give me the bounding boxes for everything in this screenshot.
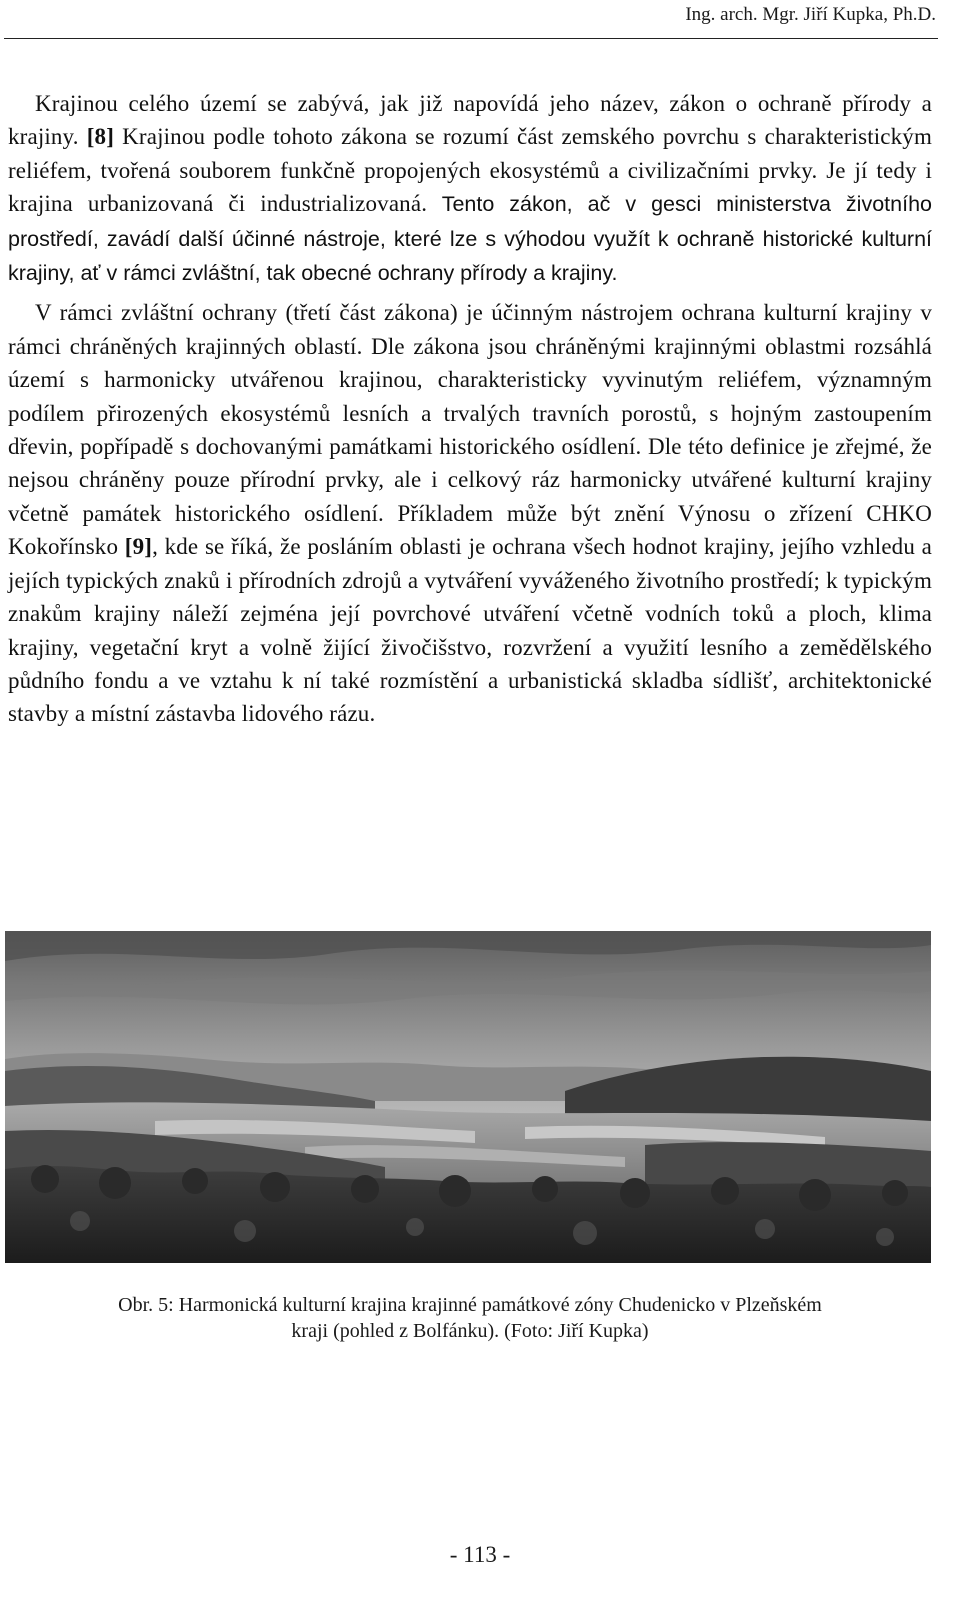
body-text	[8, 87, 932, 731]
landscape-photo-illustration	[5, 931, 931, 1263]
paragraph-2-part-b: , kde se říká, že posláním oblasti je ochrana všech hodnot krajiny, jejího vzhledu a jejích typických znaků i přírodních zdrojů a vytváření vyváženého životního prostředí; k typickým znakům krajiny náleží zejména její povrchové utváření včetně vodních toků a ploch, klima krajiny, vegetační kryt a volně žijící živočišstvo, rozvržení a využití lesního a zemědělského půdního fondu a ve vztahu k ní také rozmístění a urbanistická skladba sídlišť, architektonické stavby a místní zástavba lidového rázu.	[8, 534, 932, 727]
running-header-author: Ing. arch. Mgr. Jiří Kupka, Ph.D.	[685, 4, 936, 25]
page-number: - 113 -	[449, 1542, 511, 1567]
landscape-photo	[5, 931, 931, 1263]
paragraph-2-part-a: V rámci zvláštní ochrany (třetí část zákona) je účinným nástrojem ochrana kulturní krajiny v rámci chráněných krajinných oblastí. Dle zákona jsou chráněnými krajinnými oblastmi rozsáhlá území s harmonicky utvářenou krajinou, charakteristicky vyvinutým reliéfem, významným podílem přirozených ekosystémů lesních a trvalých travních porostů, s hojným zastoupením dřevin, popřípadě s dochovanými památkami historického osídlení. Dle této definice je zřejmé, že nejsou chráněny pouze přírodní prvky, ale i celkový ráz harmonicky utvářené kulturní krajiny včetně památek historického osídlení. Příkladem může být znění Výnosu o zřízení CHKO Kokořínsko	[8, 300, 932, 560]
figure-caption-line-1: Obr. 5: Harmonická kulturní krajina krajinné památkové zóny Chudenicko v Plzeňském	[118, 1294, 822, 1316]
reference-9: [9]	[124, 534, 153, 560]
header-divider	[4, 38, 938, 39]
figure-caption	[8, 1292, 932, 1344]
figure-caption-line-2: kraji (pohled z Bolfánku). (Foto: Jiří Kupka)	[291, 1320, 649, 1342]
paragraph-1-part-b: Krajinou podle tohoto zákona se rozumí část zemského povrchu s charakteristickým reliéfem, tvořená souborem funkčně propojených ekosystémů a civilizačními prvky. Je jí tedy i krajina urbanizovaná či industrializovaná.	[8, 124, 932, 217]
reference-8: [8]	[86, 124, 115, 150]
paragraph-2	[8, 296, 932, 730]
paragraph-1-part-a: Krajinou celého území se zabývá, jak již napovídá jeho název, zákon o ochraně přírody a krajiny.	[8, 91, 932, 150]
paragraph-1	[8, 87, 932, 290]
paragraph-1-part-c: Tento zákon, ač v gesci ministerstva životního prostředí, zavádí další účinné nástroje, které lze s výhodou využít k ochraně historické kulturní krajiny, ať v rámci zvláštní, tak obecné ochrany přírody a krajiny.	[8, 192, 932, 286]
